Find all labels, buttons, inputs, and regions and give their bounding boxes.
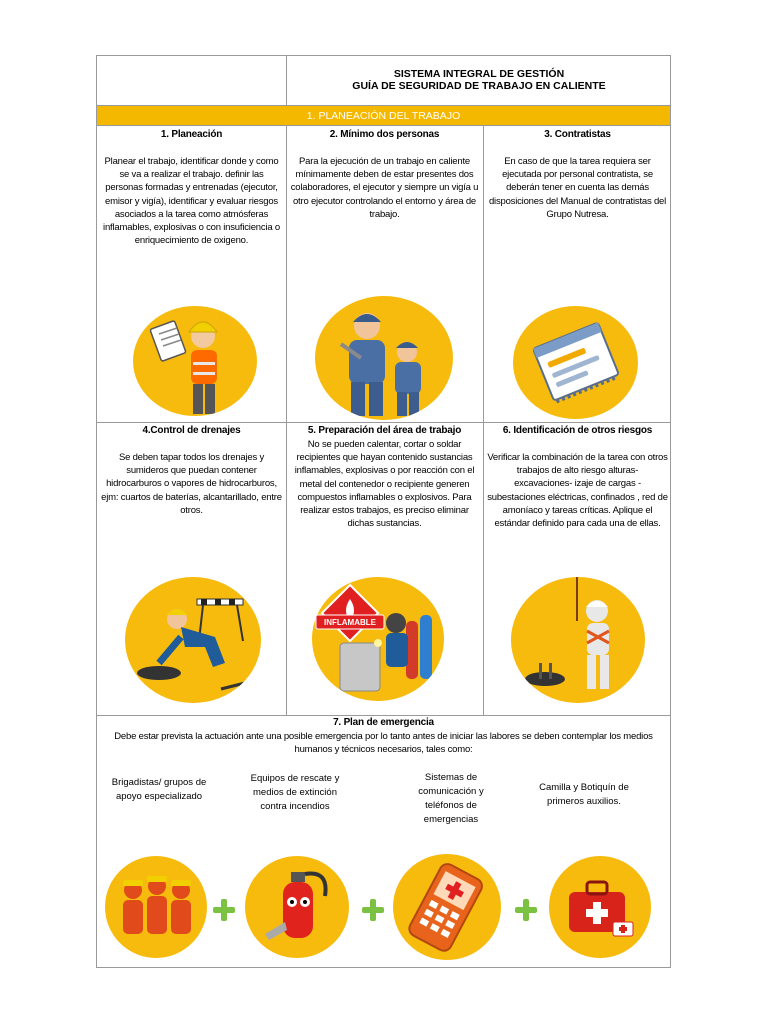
cell-preparacion-area [286, 422, 483, 715]
guide-sheet [96, 55, 671, 968]
emergency-item-label: Camilla y Botiquín de primeros auxilios. [539, 782, 629, 807]
section-band: 1. PLANEACIÓN DEL TRABAJO [97, 106, 670, 126]
plus-icon [515, 899, 537, 921]
cell-planeacion [97, 126, 286, 422]
cell-otros-riesgos [483, 422, 672, 715]
cell-title: 6. Identificación de otros riesgos [502, 425, 653, 436]
flammable-badge: INFLAMABLE [324, 618, 376, 627]
fire-extinguisher-icon [245, 856, 349, 958]
cell-title: 5. Preparación del área de trabajo [307, 425, 462, 436]
header-logo-area [97, 56, 287, 105]
title-line-1: SISTEMA INTEGRAL DE GESTIÓN [393, 68, 565, 80]
cell-title: 3. Contratistas [544, 129, 611, 140]
firefighters-icon [105, 856, 207, 958]
worker-clipboard-icon [133, 306, 257, 416]
cell-title: 1. Planeación [160, 129, 223, 140]
plus-icon [213, 899, 235, 921]
cell-minimo-dos-personas [286, 126, 483, 422]
document-title [287, 68, 671, 92]
cell-text: No se pueden calentar, cortar o soldar recipientes que hayan contenido sustancias inflamables, explosivas o por reacción con el metal del contenedor o recipiente generen compuestos inflamables o explosivos. Para realizar estos trabajos, es preciso eliminar dichas sustancias. [294, 439, 475, 530]
welder-flammable-icon [312, 577, 444, 701]
header [97, 56, 670, 106]
emergency-title: 7. Plan de emergencia [333, 717, 434, 728]
emergency-item-label: Brigadistas/ grupos de apoyo especializado [111, 777, 207, 802]
emergency-phone-icon [393, 854, 501, 960]
first-aid-kit-icon [549, 856, 651, 958]
cell-title: 4.Control de drenajes [142, 425, 241, 436]
two-workers-icon [315, 296, 453, 420]
cell-text: Planear el trabajo, identificar donde y como se va a realizar el trabajo. definir las personas formadas y entrenadas (ejecutor, emisor y vigía), identificar y evaluar riesgos asociados a la tarea como atmósferas inflamables, explosivas o con insuficiencia o enriquecimiento de oxigeno. [103, 156, 280, 247]
title-line-2: GUÍA DE SEGURIDAD DE TRABAJO EN CALIENTE [352, 80, 606, 92]
cell-text: Se deben tapar todos los drenajes y sumideros que puedan contener hidrocarburos o vapores de hidrocarburos, ejm: cuartos de baterías, alcantarillado, entre otros. [101, 452, 282, 516]
cell-text: Verificar la combinación de la tarea con otros trabajos de alto riesgo alturas- excavaciones- izaje de cargas - subestaciones eléctricas, confinados , red de amoníaco y tareas críticas. Aplique el estándar definido para cada una de ellas. [487, 452, 668, 530]
plus-icon [362, 899, 384, 921]
emergency-item-label: Equipos de rescate y medios de extinción contra incendios [250, 773, 340, 812]
cell-control-drenajes [97, 422, 286, 715]
cell-title: 2. Mínimo dos personas [329, 129, 440, 140]
cell-contratistas [483, 126, 672, 422]
emergency-section [97, 716, 670, 968]
worker-manhole-icon [125, 577, 261, 703]
cell-text: En caso de que la tarea requiera ser ejecutada por personal contratista, se deberán tener en cuenta las demás disposiciones del Manual de contratistas del Grupo Nutresa. [488, 156, 667, 220]
manual-book-icon [513, 306, 638, 419]
emergency-intro: Debe estar prevista la actuación ante una posible emergencia por lo tanto antes de iniciar las labores se deben contemplar los medios humanos y técnicos necesarios, tales como: [114, 731, 653, 756]
climber-rope-icon [511, 577, 645, 703]
cell-text: Para la ejecución de un trabajo en caliente mínimamente deben de estar presentes dos colaboradores, el ejecutor y siempre un vigía u otro ejecutor controlando el entorno y área de trabajo. [290, 156, 479, 220]
emergency-item-label: Sistemas de comunicación y teléfonos de emergencias [418, 772, 484, 825]
